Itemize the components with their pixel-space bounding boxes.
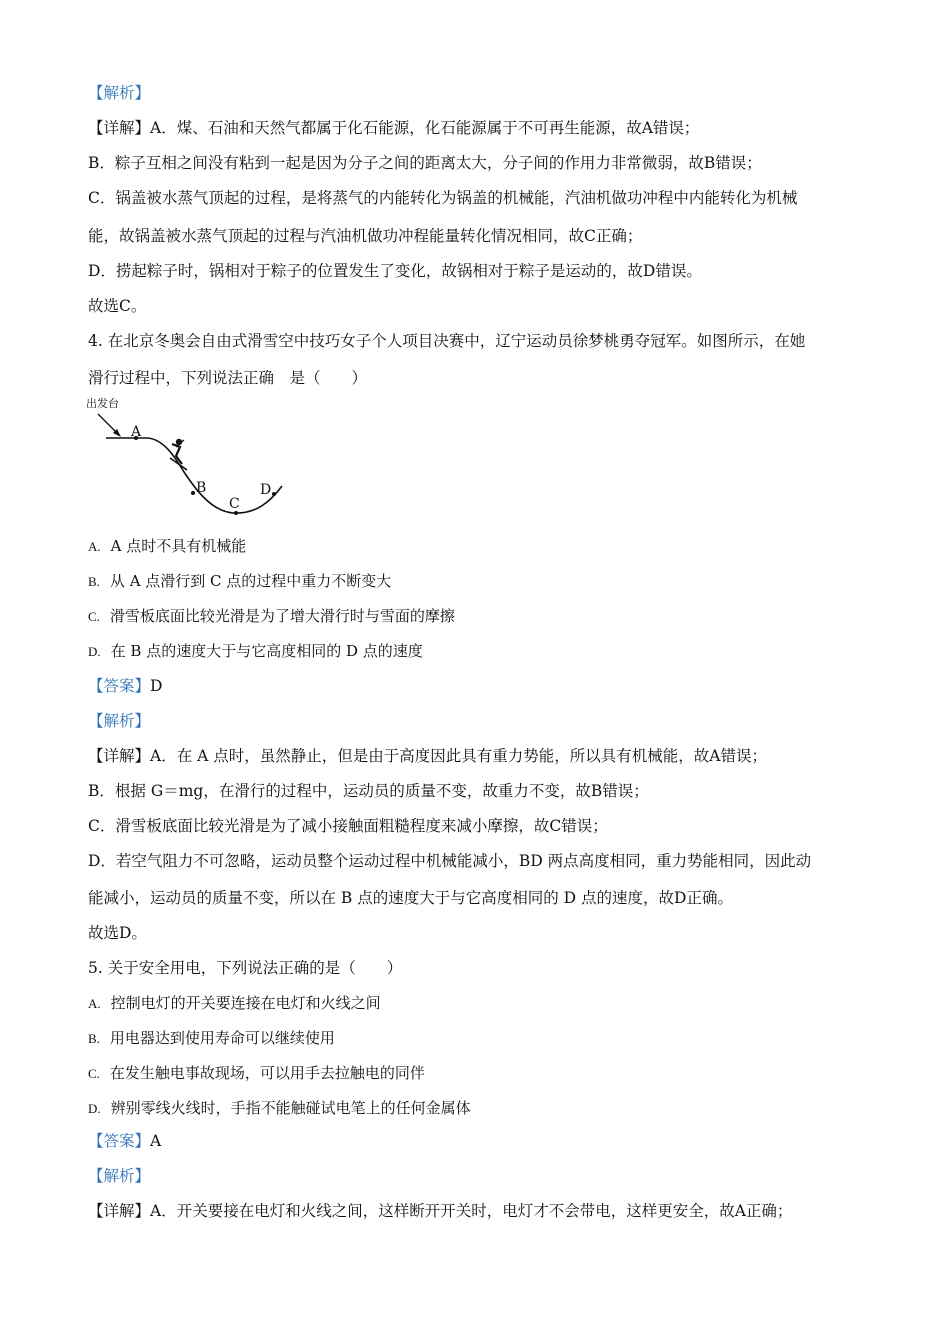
option-letter: C.	[88, 1066, 100, 1081]
q5-stem: 5. 关于安全用电，下列说法正确的是（ ）	[88, 959, 403, 977]
q4-option-c	[88, 605, 870, 628]
q4-choose: 故选D。	[88, 924, 147, 942]
q4-detail-a: 【详解】A．在 A 点时，虽然静止，但是由于高度因此具有重力势能，所以具有机械能，故A错误；	[88, 747, 767, 765]
option-text: 在发生触电事故现场，可以用手去拉触电的同伴	[109, 1064, 425, 1082]
q3-detail-c-2: 能，故锅盖被水蒸气顶起的过程与汽油机做功冲程能量转化情况相同，故C正确；	[88, 227, 643, 245]
option-letter: D.	[88, 644, 101, 659]
q5-answer	[88, 1130, 870, 1152]
q3-choose: 故选C。	[88, 297, 147, 315]
q4-option-b	[88, 570, 870, 593]
q3-detail-a: 【详解】A．煤、石油和天然气都属于化石能源，化石能源属于不可再生能源，故A错误；	[88, 119, 700, 137]
point-a-label: A	[131, 424, 142, 440]
ski-slope-figure	[84, 394, 304, 524]
option-letter: B.	[88, 1031, 100, 1046]
option-text: 辨别零线火线时，手指不能触碰试电笔上的任何金属体	[110, 1099, 471, 1117]
slope-curve	[106, 438, 282, 513]
q4-answer	[88, 675, 870, 697]
option-letter: A.	[88, 996, 101, 1011]
q5-analysis-tag: 【解析】	[88, 1167, 151, 1185]
point-d-dot	[272, 492, 276, 496]
q4-detail-d-1: D．若空气阻力不可忽略，运动员整个运动过程中机械能减小，BD 两点高度相同，重力势能相同，因此动	[88, 852, 812, 870]
q4-analysis-tag: 【解析】	[88, 712, 151, 730]
figure-start-label: 出发台	[86, 397, 119, 410]
q3-detail-d: D．捞起粽子时，锅相对于粽子的位置发生了变化，故锅相对于粽子是运动的，故D错误。	[88, 262, 702, 280]
q5-option-a	[88, 992, 870, 1015]
option-letter: D.	[88, 1101, 101, 1116]
q5-option-b	[88, 1027, 870, 1050]
q4-stem-2: 滑行过程中，下列说法正确 是（ ）	[88, 369, 368, 387]
point-d-label: D	[260, 482, 272, 498]
option-text: 从 A 点滑行到 C 点的过程中重力不断变大	[109, 572, 392, 590]
q4-detail-b: B．根据 G＝mg，在滑行的过程中，运动员的质量不变，故重力不变，故B错误；	[88, 782, 649, 800]
option-text: 用电器达到使用寿命可以继续使用	[109, 1029, 335, 1047]
q4-detail-c: C．滑雪板底面比较光滑是为了减小接触面粗糙程度来减小摩擦，故C错误；	[88, 817, 608, 835]
q3-detail-b: B．粽子互相之间没有粘到一起是因为分子之间的距离太大，分子间的作用力非常微弱，故B错误；	[88, 154, 762, 172]
q5-option-c	[88, 1062, 870, 1085]
q4-option-a	[88, 535, 870, 558]
q4-stem-1: 4. 在北京冬奥会自由式滑雪空中技巧女子个人项目决赛中，辽宁运动员徐梦桃勇夺冠军。如图所示，在她	[88, 332, 806, 350]
answer-value: D	[150, 677, 163, 695]
q3-detail-c-1: C．锅盖被水蒸气顶起的过程，是将蒸气的内能转化为锅盖的机械能，汽油机做功冲程中内能转化为机械	[88, 189, 798, 207]
answer-tag: 【答案】	[88, 677, 151, 695]
q4-detail-d-2: 能减小，运动员的质量不变，所以在 B 点的速度大于与它高度相同的 D 点的速度，故D正确。	[88, 889, 733, 907]
option-text: 滑雪板底面比较光滑是为了增大滑行时与雪面的摩擦	[109, 607, 455, 625]
point-b-dot	[191, 491, 195, 495]
option-text: A 点时不具有机械能	[110, 537, 247, 555]
point-b-label: B	[196, 480, 207, 496]
option-letter: C.	[88, 609, 100, 624]
answer-value: A	[150, 1132, 162, 1150]
q3-analysis-tag: 【解析】	[88, 84, 151, 102]
q4-option-d	[88, 640, 870, 663]
point-c-label: C	[229, 496, 240, 512]
q5-option-d	[88, 1097, 870, 1120]
option-text: 在 B 点的速度大于与它高度相同的 D 点的速度	[110, 642, 423, 660]
q5-detail-a: 【详解】A．开关要接在电灯和火线之间，这样断开开关时，电灯才不会带电，这样更安全，故A正确；	[88, 1202, 793, 1220]
option-letter: B.	[88, 574, 100, 589]
option-letter: A.	[88, 539, 101, 554]
answer-tag: 【答案】	[88, 1132, 151, 1150]
option-text: 控制电灯的开关要连接在电灯和火线之间	[110, 994, 381, 1012]
